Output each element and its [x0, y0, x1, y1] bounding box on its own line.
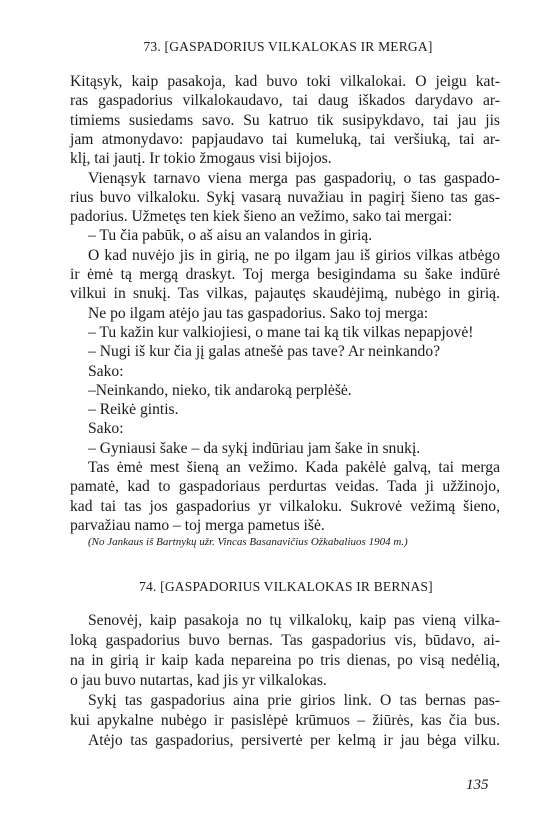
- story-74-line: o jau buvo nutartas, kad jis yr vilkalokas.: [70, 672, 327, 689]
- story-74-line: Sykį tas gaspadorius aina prie girios link. O tas bernas pas-: [88, 692, 500, 709]
- story-73-line: ir ėmė tą mergą draskyt. Toj merga besigindama su šake indūrė: [70, 266, 500, 283]
- story-73-line: jam atmonydavo: papjaudavo tai kumeluką, tai veršiuką, tai ar-: [70, 130, 500, 148]
- story-73-line: Tas ėmė mest šieną an vežimo. Kada pakėlė galvą, tai merga: [88, 459, 500, 476]
- story-73-citation: (No Jankaus iš Bartnykų užr. Vincas Basanavičius Ožkabaliuos 1904 m.): [88, 536, 408, 548]
- story-73-line: O kad nuvėjo jis in girią, ne po ilgam jau iš girios vilkas atbėgo: [88, 246, 500, 264]
- story-74-line: na in girią ir kaip kada nepareina po tris dienas, po visą nedėlią,: [70, 652, 500, 669]
- story-73-line: – Gyniausi šake – da sykį indūriau jam šake in snukį.: [88, 439, 421, 457]
- page-number: 135: [466, 777, 489, 793]
- story-73-line: timiems susiedams savo. Su katruo tik susipykdavo, tai jau jis: [70, 111, 500, 129]
- story-73-line: pamatė, kad to gaspadoriaus perdurtas veidas. Tada ji užžinojo,: [70, 478, 500, 496]
- story-74-line: Senovėj, kaip pasakoja no tų vilkalokų, kaip pas vieną vilka-: [88, 612, 500, 629]
- story-73-line: Vienąsyk tarnavo viena merga pas gaspadorių, o tas gaspado-: [88, 169, 500, 187]
- story-73-line: Sako:: [88, 420, 124, 438]
- story-74-line: loką gaspadorius buvo bernas. Tas gaspadorius vis, būdavo, ai-: [70, 632, 500, 649]
- story-73-line: rius buvo vilkaloku. Sykį vasarą nuvažiau in pagirį šieno tas gas-: [70, 188, 500, 206]
- story-74-line: Atėjo tas gaspadorius, persivertė per kelmą ir jau bėga vilku.: [88, 732, 500, 749]
- story-73-line: Ne po ilgam atėjo jau tas gaspadorius. Sako toj merga:: [88, 304, 429, 322]
- story-73-line: kad tai tas jos gaspadorius yr vilkaloku. Sukrovė vežimą šieno,: [70, 497, 500, 515]
- story-73-line: Sako:: [88, 362, 124, 380]
- story-73-line: klį, tai jautį. Ir tokio žmogaus visi bijojos.: [70, 150, 332, 168]
- story-73-line: – Reikė gintis.: [88, 401, 179, 419]
- story-73-line: – Nugi iš kur čia jį galas atnešė pas tave? Ar neinkando?: [88, 343, 441, 361]
- story-74-line: kui apykalne nubėgo ir pasislėpė krūmuos – žiūrės, kas čia bus.: [70, 712, 500, 729]
- story-73-line: – Tu čia pabūk, o aš aisu an valandos in girią.: [88, 227, 373, 245]
- story-73-line: –Neinkando, nieko, tik andaroką perplėšė.: [88, 381, 352, 399]
- story-73-line-last: parvažiau namo – toj merga pametus išė.: [70, 516, 325, 534]
- story-73-line: vilkui in snukį. Tas vilkas, pajautęs skaudėjimą, nubėgo in girią.: [70, 285, 500, 303]
- story-73-line: ras gaspadorius vilkalokaudavo, tai daug iškados darydavo ar-: [70, 92, 500, 110]
- story-74-heading: 74. [GASPADORIUS VILKALOKAS IR BERNAS]: [139, 579, 433, 594]
- story-73-heading: 73. [GASPADORIUS VILKALOKAS IR MERGA]: [143, 39, 433, 54]
- story-73-line: – Tu kažin kur valkiojiesi, o mane tai ką tik vilkas nepapjovė!: [88, 323, 474, 341]
- story-73-line: Kitąsyk, kaip pasakoja, kad buvo toki vilkalokai. O jeigu kat-: [70, 73, 500, 90]
- story-73-line: padorius. Užmetęs ten kiek šieno an vežimo, sako tai mergai:: [70, 208, 453, 226]
